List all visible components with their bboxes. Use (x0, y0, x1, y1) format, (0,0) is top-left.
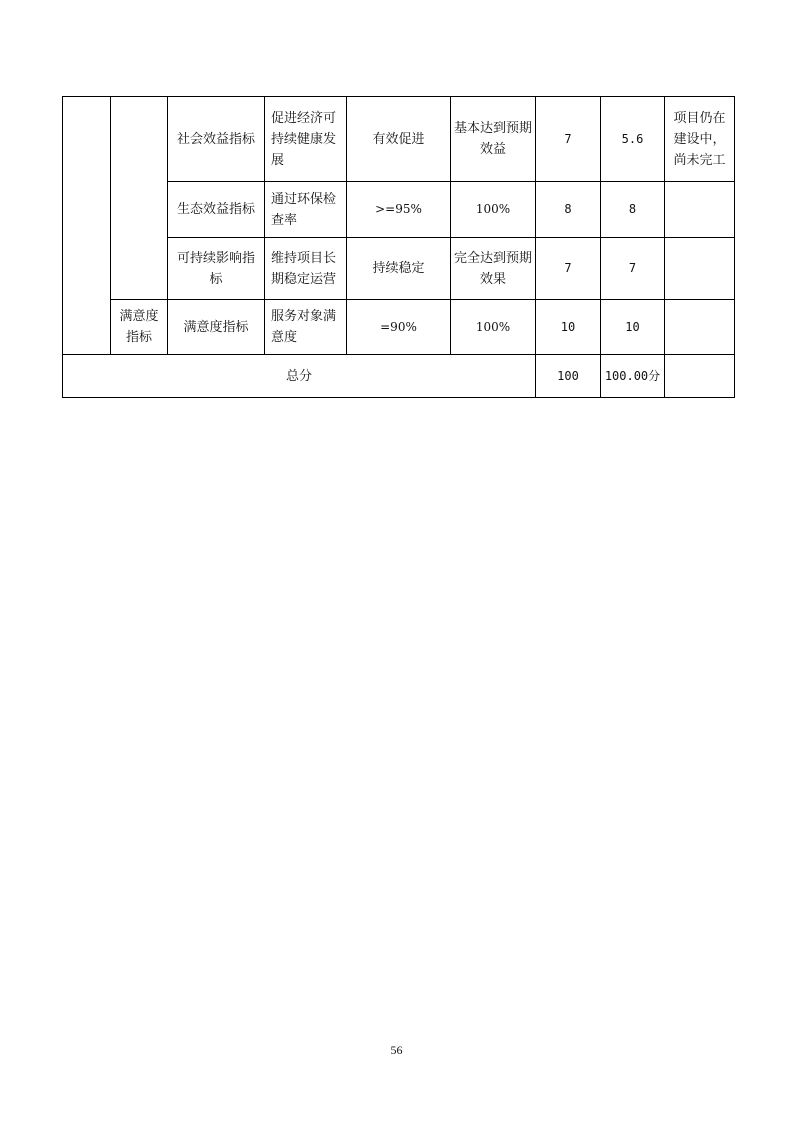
target-cell: =90% (347, 300, 451, 355)
category-cell: 满意度指标 (111, 300, 168, 355)
actual-cell: 完全达到预期效果 (451, 238, 536, 300)
indicator-cell: 满意度指标 (168, 300, 265, 355)
actual-cell: 100% (451, 300, 536, 355)
target-cell: 持续稳定 (347, 238, 451, 300)
score-cell: 8 (601, 182, 665, 238)
note-cell (665, 238, 735, 300)
weight-cell: 7 (536, 238, 601, 300)
blank-cell (63, 97, 111, 355)
total-label: 总分 (63, 355, 536, 398)
total-score: 100.00分 (601, 355, 665, 398)
score-cell: 7 (601, 238, 665, 300)
page-number: 56 (390, 1043, 403, 1057)
target-cell: >=95% (347, 182, 451, 238)
score-cell: 5.6 (601, 97, 665, 182)
total-row (63, 355, 735, 398)
indicator-cell: 可持续影响指标 (168, 238, 265, 300)
weight-cell: 7 (536, 97, 601, 182)
performance-table (62, 96, 735, 398)
content-cell: 通过环保检查率 (265, 182, 347, 238)
content-cell: 维持项目长期稳定运营 (265, 238, 347, 300)
total-weight: 100 (536, 355, 601, 398)
score-cell: 10 (601, 300, 665, 355)
table-row (63, 97, 735, 182)
note-cell (665, 182, 735, 238)
content-cell: 服务对象满意度 (265, 300, 347, 355)
target-cell: 有效促进 (347, 97, 451, 182)
blank-cell (111, 97, 168, 300)
actual-cell: 基本达到预期效益 (451, 97, 536, 182)
total-note (665, 355, 735, 398)
actual-cell: 100% (451, 182, 536, 238)
note-cell: 项目仍在建设中，尚未完工 (665, 97, 735, 182)
content-cell: 促进经济可持续健康发展 (265, 97, 347, 182)
weight-cell: 10 (536, 300, 601, 355)
table-row (63, 300, 735, 355)
weight-cell: 8 (536, 182, 601, 238)
indicator-cell: 社会效益指标 (168, 97, 265, 182)
indicator-cell: 生态效益指标 (168, 182, 265, 238)
note-cell (665, 300, 735, 355)
